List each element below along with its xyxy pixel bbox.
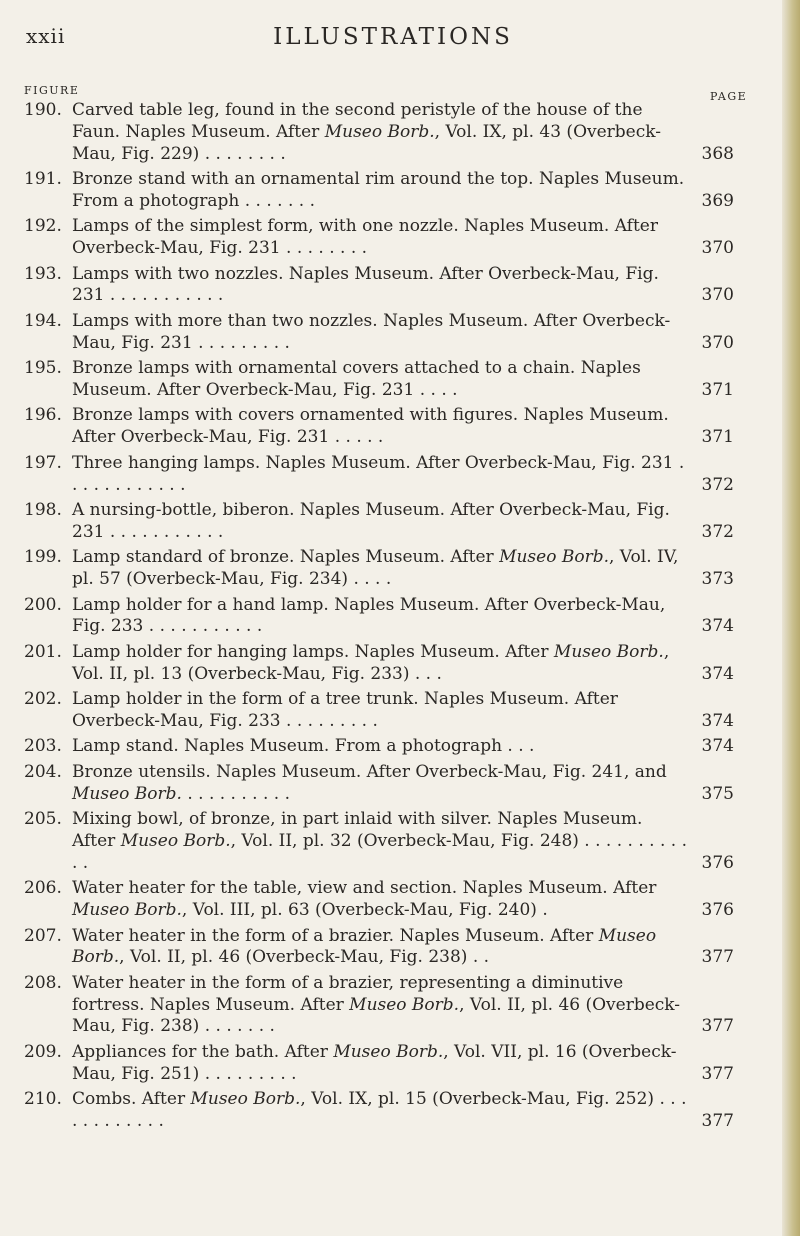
figure-caption: Lamp standard of bronze. Naples Museum. After Museo Borb., Vol. IV, pl. 57 (Overbeck-Mau, Fig. 234) . . . .: [72, 547, 679, 590]
figure-number: 199.: [24, 547, 62, 568]
figure-number: 191.: [24, 169, 62, 190]
figure-number: 204.: [24, 761, 62, 782]
figure-number: 198.: [24, 500, 62, 521]
figure-caption: Lamps of the simplest form, with one nozzle. Naples Museum. After Overbeck-Mau, Fig. 231 . . . . . . . .: [72, 216, 658, 259]
figure-caption: Bronze utensils. Naples Museum. After Overbeck-Mau, Fig. 241, and Museo Borb. . . . . . . . . . .: [72, 761, 667, 804]
figure-caption: Water heater in the form of a brazier. Naples Museum. After Museo Borb., Vol. II, pl. 46 (Overbeck-Mau, Fig. 238) . .: [72, 925, 657, 968]
figure-caption: A nursing-bottle, biberon. Naples Museum. After Overbeck-Mau, Fig. 231 . . . . . . . . . . .: [72, 500, 670, 542]
page-reference: 368: [701, 143, 734, 164]
list-item: [24, 358, 734, 402]
figure-caption: Bronze lamps with ornamental covers attached to a chain. Naples Museum. After Overbeck-Mau, Fig. 231 . . . .: [72, 358, 641, 400]
page-reference: 374: [701, 710, 734, 731]
page-column-label: PAGE: [710, 90, 748, 103]
figure-number: 208.: [24, 972, 62, 993]
page-reference: 372: [701, 474, 734, 495]
page-number: xxii: [26, 24, 66, 48]
page-reference: 377: [701, 947, 734, 968]
figure-caption: Water heater in the form of a brazier, representing a diminutive fortress. Naples Museum. After Museo Borb., Vol. II, pl. 46 (Overbeck-Mau, Fig. 238) . . . . . . .: [72, 972, 681, 1037]
figure-number: 205.: [24, 809, 62, 830]
figure-caption: Lamps with more than two nozzles. Naples Museum. After Overbeck-Mau, Fig. 231 . . . . . . . . .: [72, 310, 671, 353]
list-item: [24, 500, 734, 544]
list-item: [24, 453, 734, 497]
list-item: [24, 642, 734, 686]
list-item: [24, 762, 734, 806]
page-reference: 377: [701, 1111, 734, 1132]
figure-number: 210.: [24, 1089, 62, 1110]
list-item: [24, 878, 734, 922]
page-edge: [782, 0, 800, 1236]
list-item: [24, 311, 734, 355]
page-reference: 376: [701, 900, 734, 921]
figure-caption: Combs. After Museo Borb., Vol. IX, pl. 15 (Overbeck-Mau, Fig. 252) . . . . . . . . . . . .: [72, 1089, 687, 1132]
list-item: [24, 264, 734, 308]
figure-caption: Mixing bowl, of bronze, in part inlaid with silver. Naples Museum. After Museo Borb., Vol. II, pl. 32 (Overbeck-Mau, Fig. 248) . . . . . . . . . . . .: [72, 809, 687, 873]
figure-number: 195.: [24, 358, 62, 379]
page-reference: 373: [701, 569, 734, 590]
figure-column-label: FIGURE: [24, 84, 80, 97]
figure-caption: Bronze lamps with covers ornamented with figures. Naples Museum. After Overbeck-Mau, Fig. 231 . . . . .: [72, 405, 669, 448]
page-reference: 370: [701, 238, 734, 259]
page-reference: 376: [701, 852, 734, 873]
figure-number: 197.: [24, 452, 62, 473]
list-item: [24, 547, 734, 591]
running-title: ILLUSTRATIONS: [273, 24, 513, 50]
page-reference: 370: [701, 285, 734, 306]
figure-caption: Water heater for the table, view and section. Naples Museum. After Museo Borb., Vol. III, pl. 63 (Overbeck-Mau, Fig. 240) .: [72, 878, 657, 921]
list-item: [24, 1089, 734, 1133]
page-reference: 371: [701, 427, 734, 448]
list-item: [24, 1042, 734, 1086]
list-item: [24, 973, 734, 1038]
figure-caption: Lamps with two nozzles. Naples Museum. After Overbeck-Mau, Fig. 231 . . . . . . . . . . .: [72, 263, 659, 306]
list-item: [24, 736, 734, 758]
page-reference: 374: [701, 616, 734, 637]
figure-number: 190.: [24, 100, 62, 120]
figure-number: 203.: [24, 736, 62, 757]
list-item: [24, 926, 734, 970]
figure-number: 201.: [24, 641, 62, 662]
running-header: [26, 16, 760, 56]
page-reference: 372: [701, 521, 734, 542]
figure-caption: Carved table leg, found in the second peristyle of the house of the Faun. Naples Museum. After Museo Borb., Vol. IX, pl. 43 (Overbeck-Mau, Fig. 229) . . . . . . . .: [72, 100, 662, 164]
list-item: [24, 100, 734, 165]
list-item: [24, 809, 734, 874]
figure-caption: Three hanging lamps. Naples Museum. After Overbeck-Mau, Fig. 231 . . . . . . . . . . . .: [72, 452, 685, 495]
figure-number: 196.: [24, 405, 62, 426]
figure-caption: Lamp holder for hanging lamps. Naples Museum. After Museo Borb., Vol. II, pl. 13 (Overbeck-Mau, Fig. 233) . . .: [72, 641, 670, 684]
figure-caption: Lamp holder for a hand lamp. Naples Museum. After Overbeck-Mau, Fig. 233 . . . . . . . . . . .: [72, 594, 666, 637]
page-reference: 369: [701, 190, 734, 211]
figure-caption: Lamp holder in the form of a tree trunk. Naples Museum. After Overbeck-Mau, Fig. 233 . . . . . . . . .: [72, 689, 618, 731]
figure-number: 202.: [24, 689, 62, 710]
figure-number: 200.: [24, 594, 62, 615]
list-item: [24, 689, 734, 733]
figure-number: 193.: [24, 263, 62, 284]
figure-caption: Lamp stand. Naples Museum. From a photograph . . .: [72, 736, 535, 757]
list-item: [24, 216, 734, 260]
list-item: [24, 169, 734, 213]
page-reference: 375: [701, 783, 734, 804]
figure-number: 207.: [24, 925, 62, 946]
page-reference: 377: [701, 1016, 734, 1037]
figure-caption: Appliances for the bath. After Museo Borb., Vol. VII, pl. 16 (Overbeck-Mau, Fig. 251) . . . . . . . . .: [72, 1041, 677, 1084]
figure-caption: Bronze stand with an ornamental rim around the top. Naples Museum. From a photograph . . . . . . .: [72, 169, 685, 211]
figure-number: 206.: [24, 878, 62, 899]
page-reference: 377: [701, 1063, 734, 1084]
page-reference: 374: [701, 663, 734, 684]
illustrations-list: [24, 100, 734, 1137]
list-item: [24, 405, 734, 449]
page-reference: 374: [701, 736, 734, 757]
page-reference: 371: [701, 380, 734, 400]
page-reference: 370: [701, 332, 734, 353]
figure-number: 192.: [24, 216, 62, 237]
list-item: [24, 595, 734, 639]
figure-number: 194.: [24, 310, 62, 331]
figure-number: 209.: [24, 1041, 62, 1062]
